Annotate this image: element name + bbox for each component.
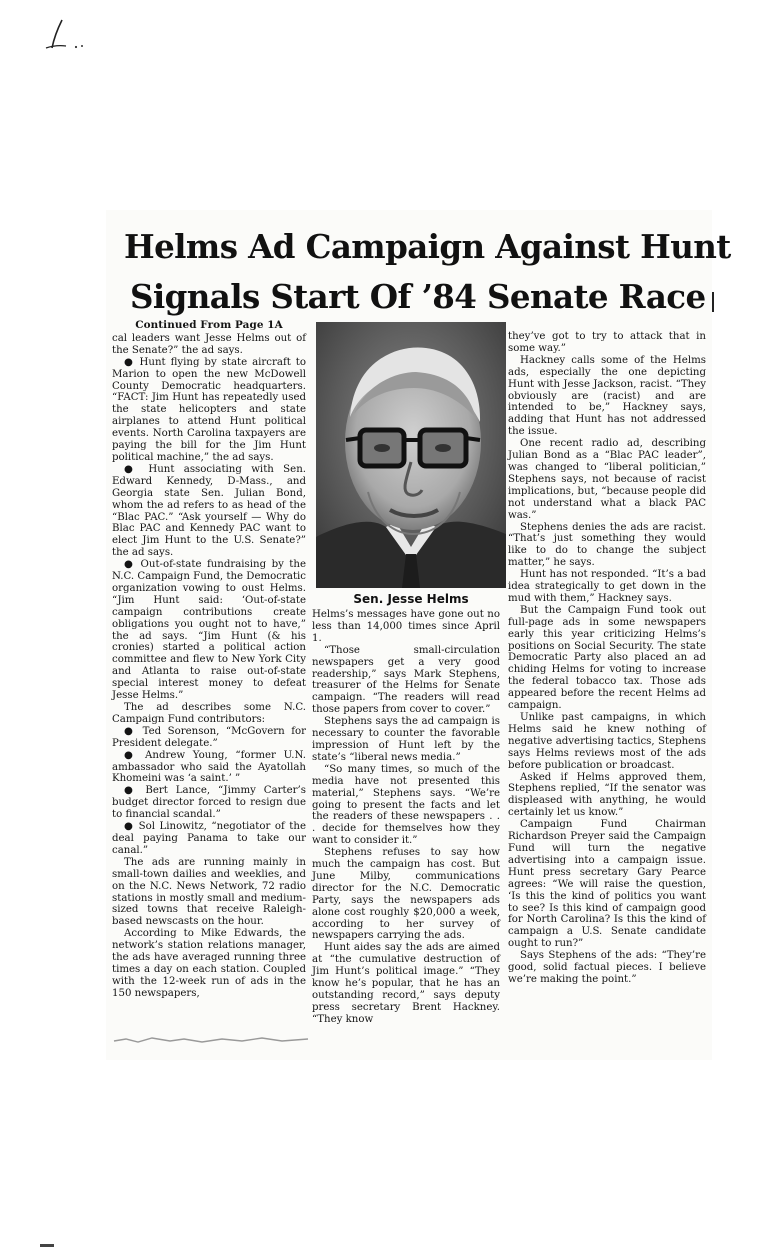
paragraph: “So many times, so much of the media have not presented this material,” Stephens says. “We’re going to present the facts and let the readers of these newspapers . . . decide for themselves how they want to consider it.”: [312, 763, 500, 847]
paragraph: cal leaders want Jesse Helms out of the Senate?” the ad says.: [112, 332, 306, 356]
paragraph: ● Sol Linowitz, “negotiator of the deal paying Panama to take our canal.”: [112, 821, 306, 856]
continued-label: Continued From Page 1A: [135, 319, 283, 331]
paragraph: Says Stephens of the ads: “They’re good, solid factual pieces. I believe we’re making the point.”: [508, 950, 706, 985]
paragraph: “Those small-circulation newspapers get a very good readership,” says Mark Stephens, treasurer of the Helms for Senate campaign. “The readers will read those papers from cover to cover.”: [312, 644, 500, 716]
paragraph: ● Ted Sorenson, “McGovern for President delegate.”: [112, 725, 306, 749]
paragraph: Stephens denies the ads are racist. “That’s just something they would like to do to change the subject matter,” he says.: [508, 521, 706, 569]
paragraph: ● Bert Lance, “Jimmy Carter’s budget director forced to resign due to financial scandal.”: [112, 785, 306, 821]
paragraph: Stephens refuses to say how much the campaign has cost. But June Milby, communications director for the N.C. Democratic Party, says the newspapers ads alone cost roughly $20,000 a week, according to her survey of newspapers carrying the ads.: [312, 847, 500, 942]
paragraph: ● Hunt associating with Sen. Edward Kennedy, D-Mass., and Georgia state Sen. Julian Bond, whom the ad refers to as head of the “Blac PAC.” “Ask yourself — Why do Blac PAC and Kennedy PAC want to elect Jim Hunt to the U.S. Senate?” the ad says.: [112, 463, 306, 559]
paragraph: ● Hunt flying by state aircraft to Marion to open the new McDowell County Democratic headquarters. “FACT: Jim Hunt has repeatedly used the state helicopters and state airplanes to attend Hunt political events. North Carolina taxpayers are paying the bill for the Jim Hunt political machine,” the ad says.: [112, 356, 306, 463]
paragraph: ● Andrew Young, “former U.N. ambassador who said the Ayatollah Khomeini was ‘a saint.’ ”: [112, 749, 306, 785]
paragraph: Campaign Fund Chairman Richardson Preyer said the Campaign Fund will turn the negative advertising into a campaign issue. Hunt press secretary Gary Pearce agrees: “We will raise the question, ‘Is this the kind of politics you want to see? Is this kind of campaign good for North Carolina? Is this the kind of campaign a U.S. Senate candidate ought to run?”: [508, 819, 706, 950]
paragraph: Asked if Helms approved them, Stephens replied, “If the senator was displeased with anything, he would certainly let us know.”: [508, 771, 706, 819]
headline-line-1: Helms Ad Campaign Against Hunt: [124, 227, 731, 266]
scan-edge-mark: [40, 1244, 54, 1247]
torn-edge-texture: [112, 1036, 312, 1044]
paragraph: ● Out-of-state fundraising by the N.C. Campaign Fund, the Democratic organization vowing to oust Helms. “Jim Hunt said: ‘Out-of-state campaign contributions create obligations you ought not to have,” the ad says. “Jim Hunt (& his cronies) started a political action committee and flew to New York City and Atlanta to raise out-of-state special interest money to defeat Jesse Helms.”: [112, 559, 306, 702]
article-column-1: [112, 320, 306, 1000]
paragraph: The ads are running mainly in small-town dailies and weeklies, and on the N.C. News Network, 72 radio stations in mostly small and medium-sized towns that receive Raleigh-based newscasts on the hour.: [112, 856, 306, 928]
headline: [124, 222, 731, 322]
paragraph: Helms’s messages have gone out no less than 14,000 times since April 1.: [312, 609, 500, 644]
article-column-3: [508, 331, 706, 986]
photo-caption: Sen. Jesse Helms: [353, 592, 469, 606]
senator-portrait-photo: [316, 322, 506, 588]
article-column-2: [312, 609, 500, 1026]
paragraph: Hackney calls some of the Helms ads, especially the one depicting Hunt with Jesse Jackson, racist. “They obviously are (racist) and are intended to be,” Hackney says, adding that Hunt has not addressed the issue.: [508, 354, 706, 438]
paragraph: they’ve got to try to attack that in some way.”: [508, 331, 706, 354]
clipping-edge-mark: [712, 292, 714, 312]
paragraph: But the Campaign Fund took out full-page ads in some newspapers early this year criticizing Helms’s positions on Social Security. The state Democratic Party also placed an ad chiding Helms for voting to increase the federal tobacco tax. Those ads appeared before the recent Helms ad campaign.: [508, 604, 706, 712]
handwritten-mark: [36, 18, 86, 58]
paragraph: The ad describes some N.C. Campaign Fund contributors:: [112, 702, 306, 725]
paragraph: Hunt has not responded. “It’s a bad idea strategically to get down in the mud with them,” Hackney says.: [508, 569, 706, 604]
headline-line-2: Signals Start Of ’84 Senate Race: [130, 277, 706, 316]
paragraph: Hunt aides say the ads are aimed at “the cumulative destruction of Jim Hunt’s political image.” “They know he’s popular, that he has an outstanding record,” says deputy press secretary Brent Hackney. “They know: [312, 942, 500, 1025]
paragraph: One recent radio ad, describing Julian Bond as a “Blac PAC leader”, was changed to “liberal politician,” Stephens says, not because of racist implications, but, “because people did not understand what a black PAC was.”: [508, 438, 706, 521]
paragraph: Stephens says the ad campaign is necessary to counter the favorable impression of Hunt left by the state’s “liberal news media.”: [312, 716, 500, 763]
paragraph: According to Mike Edwards, the network’s station relations manager, the ads have averaged running three times a day on each station. Coupled with the 12-week run of ads in the 150 newspapers,: [112, 928, 306, 999]
paragraph: Unlike past campaigns, in which Helms said he knew nothing of negative advertising tactics, Stephens says Helms reviews most of the ads before publication or broadcast.: [508, 712, 706, 771]
